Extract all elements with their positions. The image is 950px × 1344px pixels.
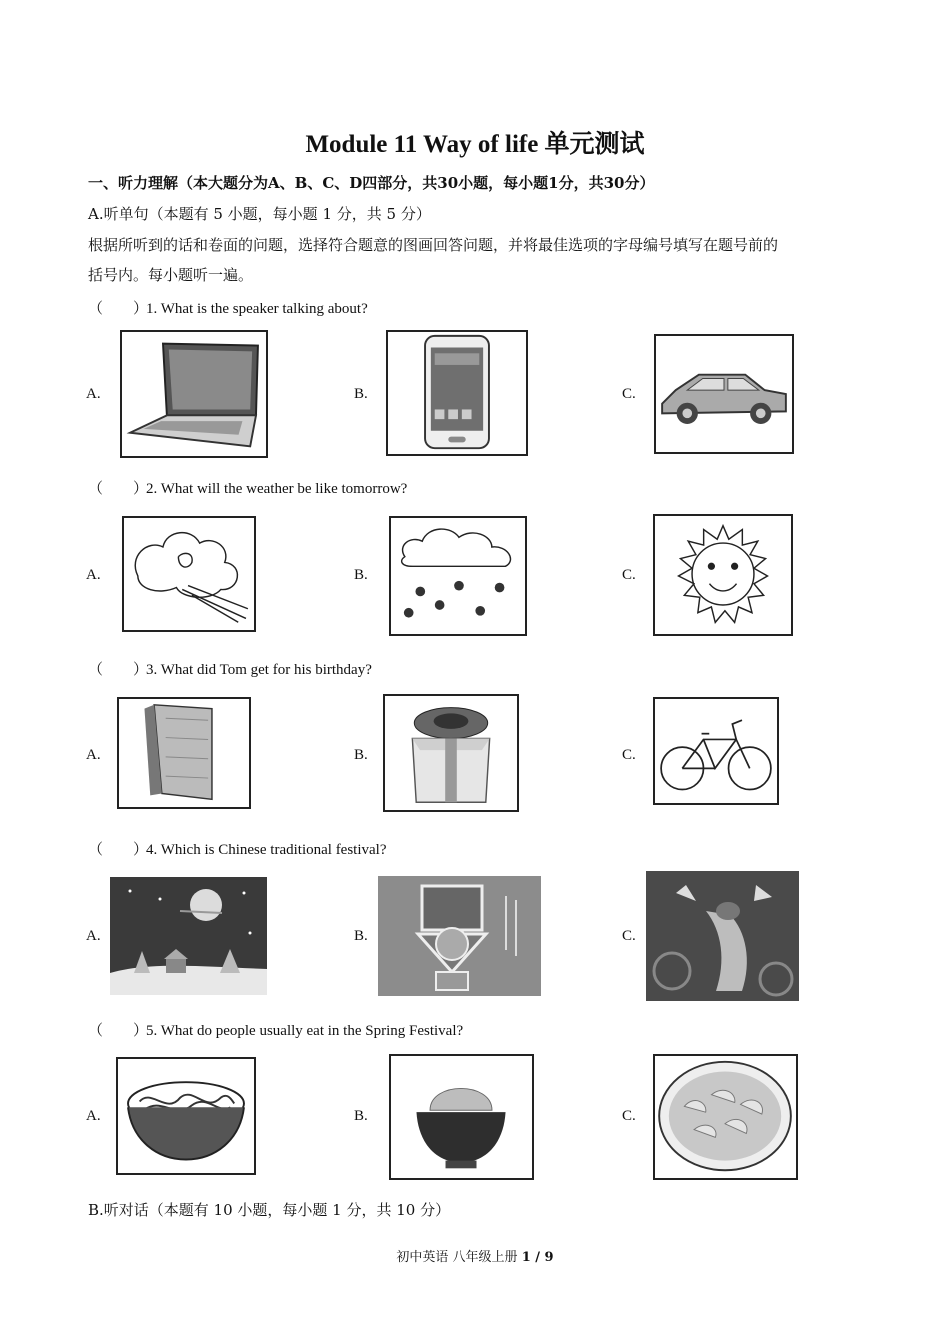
part-a-heading: A.听单句（本题有 5 小题，每小题 1 分，共 5 分） [88, 205, 431, 223]
page-number: 1 / 9 [521, 1250, 554, 1265]
bicycle-icon [653, 697, 779, 805]
option-a-label: A. [86, 386, 101, 402]
option-a-label: A. [86, 747, 101, 763]
option-c-label: C. [622, 928, 636, 944]
footer-subject: 初中英语 八年级上册 [396, 1250, 522, 1265]
option-c-label: C. [622, 567, 636, 583]
option-a-label: A. [86, 567, 101, 583]
option-a-label: A. [86, 928, 101, 944]
spring-festival-icon [378, 876, 541, 996]
car-icon [654, 334, 794, 454]
magpie-festival-icon [646, 871, 799, 1001]
laptop-icon [120, 330, 268, 458]
part-b-heading: B.听对话（本题有 10 小题，每小题 1 分，共 10 分） [88, 1201, 451, 1219]
sun-icon [653, 514, 793, 636]
answer-blank: （ ） [88, 1023, 149, 1039]
option-a-label: A. [86, 1108, 101, 1124]
question-text: 4. Which is Chinese traditional festival? [146, 842, 387, 858]
part-a-instruction-2: 括号内。每小题听一遍。 [88, 266, 254, 284]
rice-bowl-icon [389, 1054, 534, 1180]
question-4 [88, 838, 387, 859]
option-c-label: C. [622, 386, 636, 402]
part-a-instruction-1: 根据所听到的话和卷面的问题，选择符合题意的图画回答问题，并将最佳选项的字母编号填写在题号前的 [88, 236, 779, 254]
page-footer [0, 1246, 950, 1265]
christmas-night-icon [110, 877, 267, 995]
answer-blank: （ ） [88, 301, 149, 317]
option-b-label: B. [354, 747, 368, 763]
snow-cloud-icon [389, 516, 527, 636]
windy-cloud-icon [122, 516, 256, 632]
section-heading: 一、听力理解（本大题分为A、B、C、D四部分，共30小题，每小题1分，共30分） [88, 174, 655, 192]
gift-box-icon [383, 694, 519, 812]
noodles-bowl-icon [116, 1057, 256, 1175]
question-text: 3. What did Tom get for his birthday? [146, 662, 372, 678]
option-b-label: B. [354, 386, 368, 402]
book-icon [117, 697, 251, 809]
question-text: 1. What is the speaker talking about? [146, 301, 368, 317]
option-b-label: B. [354, 1108, 368, 1124]
question-5 [88, 1019, 463, 1040]
question-text: 5. What do people usually eat in the Spring Festival? [146, 1023, 464, 1039]
question-text: 2. What will the weather be like tomorrow? [146, 481, 408, 497]
dumplings-plate-icon [653, 1054, 798, 1180]
option-b-label: B. [354, 928, 368, 944]
option-c-label: C. [622, 1108, 636, 1124]
option-c-label: C. [622, 747, 636, 763]
smartphone-icon [386, 330, 528, 456]
answer-blank: （ ） [88, 481, 149, 497]
question-3 [88, 658, 372, 679]
question-1 [88, 297, 368, 318]
question-2 [88, 477, 407, 498]
option-b-label: B. [354, 567, 368, 583]
answer-blank: （ ） [88, 662, 149, 678]
answer-blank: （ ） [88, 842, 149, 858]
page-title: Module 11 Way of life 单元测试 [305, 131, 645, 158]
